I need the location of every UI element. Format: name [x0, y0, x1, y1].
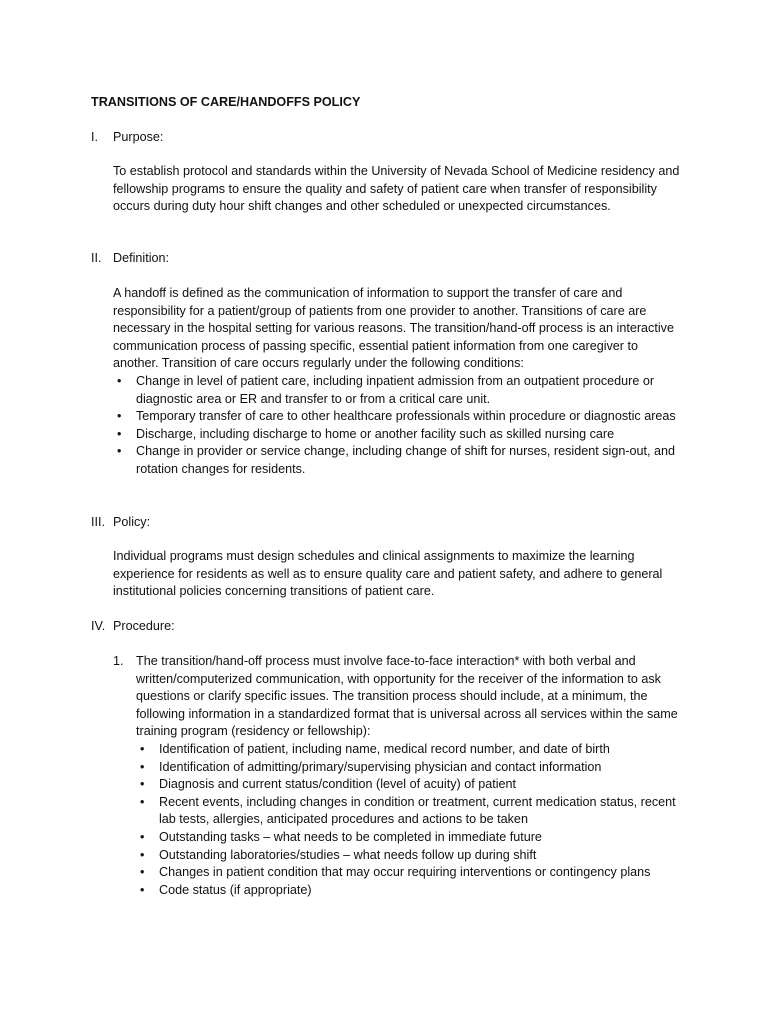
procedure-item-body: [136, 653, 683, 899]
section-heading: Definition:: [113, 251, 170, 265]
bullet-icon: •: [140, 741, 145, 756]
bullet-icon: •: [140, 865, 145, 880]
section-heading: Purpose:: [113, 130, 164, 144]
bullet-icon: •: [117, 426, 122, 441]
item-number: 1.: [113, 654, 124, 668]
section-policy-heading: [91, 514, 391, 532]
procedure-item-text: The transition/hand-off process must involve face-to-face interaction* with both verbal and written/computerized communication, with opportunity for the receiver of the information to ask questions or clarify specific issues. The transition process should include, at a minimum, the following information in a standardized format that is universal across all services within the same training program (residency or fellowship):: [136, 654, 678, 739]
list-item: • Identification of patient, including name, medical record number, and date of birth: [136, 741, 683, 759]
procedure-item-1: [113, 653, 683, 899]
list-item: • Diagnosis and current status/condition (level of acuity) of patient: [136, 776, 683, 794]
bullet-icon: •: [117, 444, 122, 459]
bullet-icon: •: [140, 882, 145, 897]
purpose-paragraph: To establish protocol and standards within the University of Nevada School of Medicine residency and fellowship programs to ensure the quality and safety of patient care when transfer of responsibility occurs during duty hour shift changes and other scheduled or unexpected circumstances.: [113, 164, 680, 214]
section-definition-heading: [91, 250, 391, 268]
section-purpose-heading: [91, 129, 391, 147]
list-item: • Identification of admitting/primary/supervising physician and contact information: [136, 759, 683, 777]
list-item: • Changes in patient condition that may occur requiring interventions or contingency plans: [136, 864, 683, 882]
section-procedure-heading: [91, 618, 391, 636]
section-number: I.: [91, 130, 98, 144]
policy-paragraph: Individual programs must design schedules and clinical assignments to maximize the learning experience for residents as well as to ensure quality care and patient safety, and adhere to general institutional policies concerning transitions of patient care.: [113, 549, 663, 599]
list-item: • Outstanding tasks – what needs to be completed in immediate future: [136, 829, 683, 847]
list-item: • Change in provider or service change, including change of shift for nurses, resident sign-out, and rotation changes for residents.: [117, 444, 676, 476]
definition-bullet-list: [113, 373, 683, 479]
list-item: • Change in level of patient care, including inpatient admission from an outpatient procedure or diagnostic area or ER and transfer to or from a critical care unit.: [117, 373, 655, 406]
section-number: II.: [91, 251, 102, 265]
list-item: • Recent events, including changes in condition or treatment, current medication status, recent lab tests, allergies, anticipated procedures and actions to be taken: [140, 794, 676, 827]
section-heading: Procedure:: [113, 619, 175, 633]
bullet-icon: •: [117, 409, 122, 424]
page-title: TRANSITIONS OF CARE/HANDOFFS POLICY: [91, 95, 361, 109]
section-number: IV.: [91, 619, 106, 633]
bullet-icon: •: [140, 777, 145, 792]
bullet-icon: •: [140, 847, 145, 862]
list-item: • Discharge, including discharge to home or another facility such as skilled nursing care: [113, 426, 683, 444]
bullet-icon: •: [140, 759, 145, 774]
definition-paragraph: A handoff is defined as the communication of information to support the transfer of care and responsibility for a patient/group of patients from one provider to another. Transitions of care are necessary in the hospital setting for various reasons. The transition/hand-off process is an interactive communication process of passing specific, essential patient information from one caregiver to another. Transition of care occurs regularly under the following conditions:: [113, 286, 674, 371]
list-item: • Code status (if appropriate): [136, 882, 683, 900]
section-number: III.: [91, 515, 105, 529]
section-heading: Policy:: [113, 515, 151, 529]
bullet-icon: •: [140, 794, 145, 809]
definition-block: [113, 285, 683, 479]
procedure-bullet-list: [136, 741, 683, 899]
list-item: • Outstanding laboratories/studies – what needs follow up during shift: [136, 847, 683, 865]
bullet-icon: •: [140, 829, 145, 844]
bullet-icon: •: [117, 373, 122, 388]
list-item: • Temporary transfer of care to other healthcare professionals within procedure or diagnostic areas: [113, 408, 683, 426]
